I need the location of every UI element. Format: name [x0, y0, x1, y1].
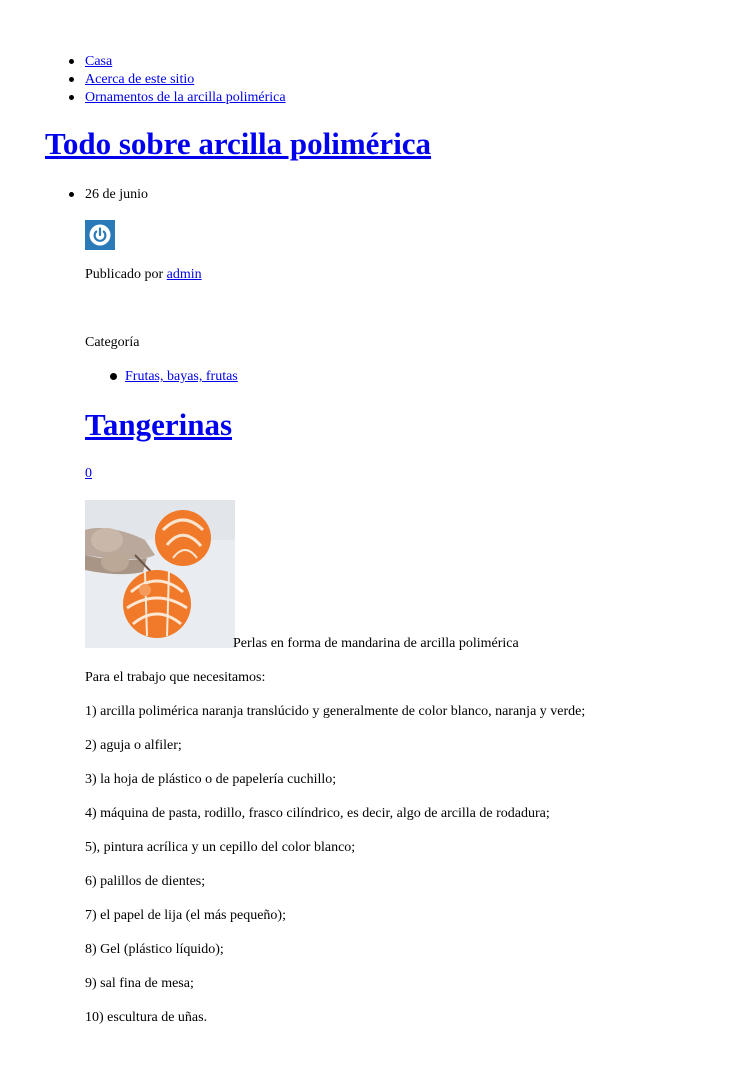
comments-link[interactable]: 0	[85, 466, 92, 481]
category-label: Categoría	[85, 335, 140, 350]
nav-item-ornaments	[85, 89, 286, 107]
image-caption: Perlas en forma de mandarina de arcilla polimérica	[233, 636, 519, 651]
body-paragraph: 8) Gel (plástico líquido);	[85, 942, 224, 957]
category-list	[125, 368, 238, 386]
author-avatar[interactable]	[85, 220, 115, 250]
body-paragraph: 6) palillos de dientes;	[85, 874, 206, 889]
nav-link-ornaments[interactable]: Ornamentos de la arcilla polimérica	[85, 90, 286, 105]
body-paragraph: 3) la hoja de plástico o de papelería cuchillo;	[85, 772, 337, 787]
body-paragraph: 10) escultura de uñas.	[85, 1010, 208, 1025]
byline-prefix: Publicado por	[85, 267, 164, 282]
nav-link-about[interactable]: Acerca de este sitio	[85, 72, 195, 87]
nav-item-about	[85, 71, 286, 89]
byline	[85, 266, 202, 284]
post-image	[85, 500, 235, 648]
site-title-link[interactable]: Todo sobre arcilla polimérica	[45, 126, 432, 161]
category-item	[125, 368, 238, 386]
tangerine-photo	[85, 500, 235, 648]
post-date: 26 de junio	[85, 187, 148, 202]
body-paragraph: 5), pintura acrílica y un cepillo del color blanco;	[85, 840, 356, 855]
body-paragraph: Para el trabajo que necesitamos:	[85, 670, 266, 685]
post-title	[85, 405, 232, 445]
nav-item-home	[85, 53, 286, 71]
category-link[interactable]: Frutas, bayas, frutas	[125, 369, 238, 384]
body-paragraph: 4) máquina de pasta, rodillo, frasco cilíndrico, es decir, algo de arcilla de rodadura;	[85, 806, 550, 821]
post-meta	[85, 186, 725, 384]
site-title	[45, 124, 431, 164]
nav-link-home[interactable]: Casa	[85, 54, 113, 69]
body-paragraph: 9) sal fina de mesa;	[85, 976, 194, 991]
power-icon	[89, 224, 111, 246]
body-paragraph: 2) aguja o alfiler;	[85, 738, 182, 753]
author-link[interactable]: admin	[166, 267, 202, 282]
body-paragraph: 1) arcilla polimérica naranja translúcido y generalmente de color blanco, naranja y verde;	[85, 704, 586, 719]
post-meta-item	[85, 186, 725, 384]
post-body	[85, 669, 585, 1043]
comments-count	[85, 465, 92, 483]
top-nav	[85, 53, 286, 107]
post-title-link[interactable]: Tangerinas	[85, 407, 233, 442]
body-paragraph: 7) el papel de lija (el más pequeño);	[85, 908, 286, 923]
